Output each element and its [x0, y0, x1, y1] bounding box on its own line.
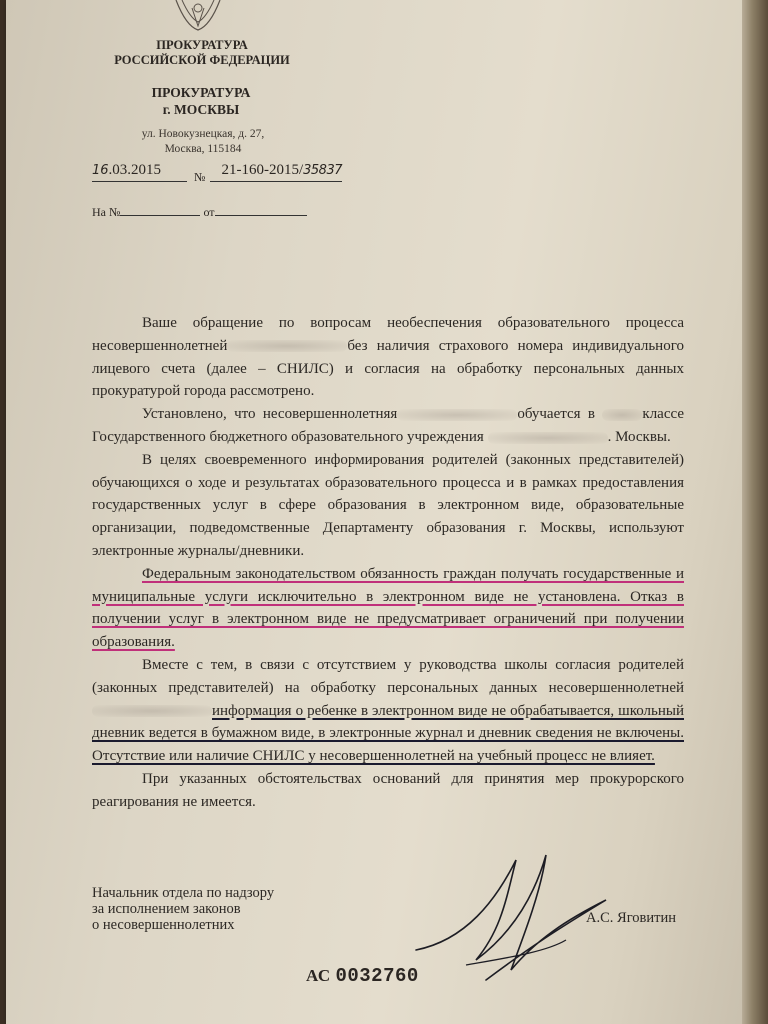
coat-of-arms-emblem — [166, 0, 230, 32]
date-handwritten: 16 — [92, 163, 109, 178]
document-page — [6, 0, 746, 1024]
date-printed: .03.2015 — [108, 162, 162, 178]
form-serial-number — [306, 965, 419, 987]
letterhead-organization — [102, 38, 302, 68]
serial-number: 0032760 — [335, 965, 419, 987]
signatory-title-line-3: о несовершеннолетних — [92, 917, 235, 933]
sub-line-1: ПРОКУРАТУРА — [151, 85, 251, 100]
redacted-class — [602, 409, 642, 421]
p2-text-d: . Москвы. — [607, 428, 671, 445]
org-line-2: РОССИЙСКОЙ ФЕДЕРАЦИИ — [114, 53, 290, 67]
redacted-name — [92, 705, 212, 717]
letter-body — [92, 312, 684, 814]
serial-prefix: АС — [306, 966, 331, 985]
letterhead-subdivision — [126, 84, 276, 118]
signatory-title-line-1: Начальник отдела по надзору — [92, 885, 275, 901]
redacted-name — [397, 409, 517, 421]
number-printed: 21-160-2015/ — [221, 162, 304, 178]
paragraph-2 — [92, 403, 684, 449]
p2-text-b: обучается в — [517, 406, 596, 423]
letterhead-address — [118, 127, 288, 157]
org-line-1: ПРОКУРАТУРА — [156, 38, 248, 52]
p2-text-a: Установлено, что несовершеннолетняя — [142, 406, 398, 423]
signatory-name: А.С. Яговитин — [586, 910, 676, 926]
reference-date-label: от — [203, 205, 215, 219]
reference-label: На № — [92, 205, 121, 219]
reference-line — [92, 205, 307, 220]
paragraph-3: В целях своевременного информирования родителей (законных представителей) обучающихся о ходе и результатах образовательного процесса и в рамках предоставления государственных услуг в сфере образования в электронном виде, образовательные организации, подведомственные Департаменту образования г. Москвы, используют электронные журналы/дневники. — [92, 451, 684, 559]
p2-text-c: классе Государственного бюджетного образовательного учреждения — [92, 406, 684, 445]
p5-text-a: Вместе с тем, в связи с отсутствием у руководства школы согласия родителей (законных представителей) на обработку персональных данных несовершеннолетней — [92, 656, 684, 696]
address-line-2: Москва, 115184 — [164, 143, 242, 155]
p1-text-b: без наличия страхового номера индивидуального лицевого счета (далее – СНИЛС) и согласия на обработку персональных данных прокуратурой города рассмотрено. — [92, 337, 684, 400]
p1-text-a: Ваше обращение по вопросам необеспечения образовательного процесса несовершеннолетней — [92, 315, 684, 354]
signatory-title-line-2: за исполнением законов — [92, 901, 241, 917]
paragraph-5 — [92, 654, 684, 768]
signatory-title — [92, 885, 274, 933]
number-handwritten: 35837 — [303, 163, 342, 178]
registration-date — [92, 162, 187, 182]
number-sign: № — [194, 170, 206, 184]
paragraph-4 — [92, 563, 684, 654]
redacted-name — [227, 340, 347, 352]
address-line-1: ул. Новокузнецкая, д. 27, — [141, 128, 265, 140]
redacted-school — [488, 432, 608, 444]
paragraph-1 — [92, 312, 684, 403]
p4-highlighted-text: Федеральным законодательством обязанность граждан получать государственные и муниципальные услуги исключительно в электронном виде не установлена. Отказ в получении услуг в электронном виде не предусматривает ограничений при получении образования. — [92, 565, 684, 651]
reference-date-blank — [215, 205, 307, 216]
registration-number — [210, 162, 342, 182]
paragraph-6: При указанных обстоятельствах оснований для принятия мер прокурорского реагирования не имеется. — [92, 770, 684, 810]
sub-line-2: г. МОСКВЫ — [162, 102, 240, 117]
p5-underlined-text: информация о ребенке в электронном виде не обрабатывается, школьный дневник ведется в бумажном виде, в электронные журнал и дневник сведения не включены. Отсутствие или наличие СНИЛС у несовершеннолетней на учебный процесс не влияет. — [92, 702, 684, 765]
reference-blank — [120, 205, 200, 216]
background-edge — [742, 0, 768, 1024]
